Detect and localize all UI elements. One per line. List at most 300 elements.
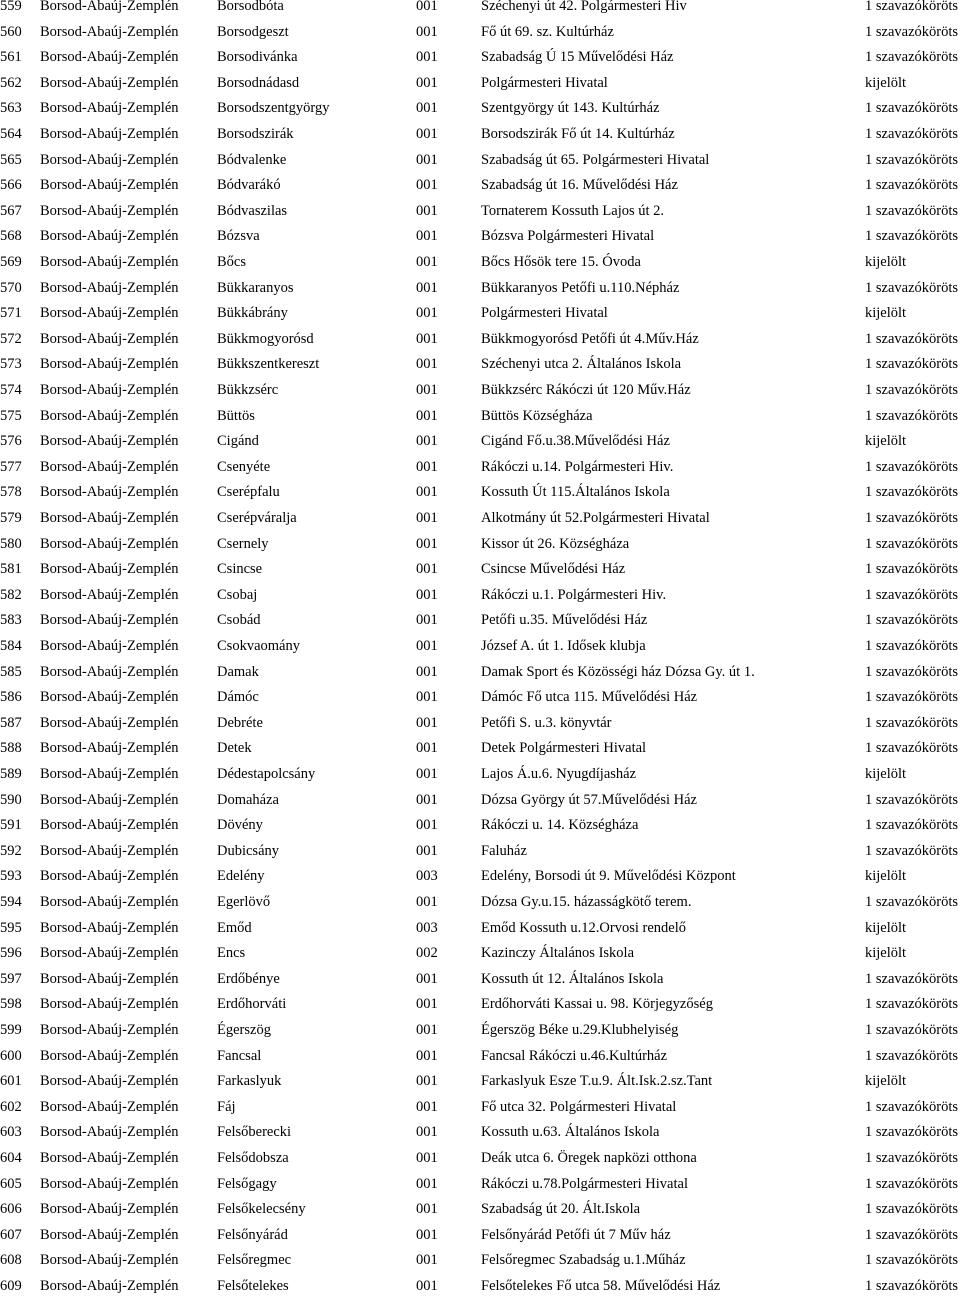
row-number: 591	[0, 817, 22, 834]
polling-address: Széchenyi utca 2. Általános Iskola	[481, 356, 682, 373]
polling-address: Bőcs Hősök tere 15. Óvoda	[481, 254, 641, 270]
table-row	[0, 1279, 960, 1305]
row-number: 563	[0, 100, 22, 117]
station-type: 1 szavazóköröts	[865, 791, 959, 808]
station-type: kijelölt	[865, 254, 907, 270]
row-number: 586	[0, 689, 22, 706]
row-number: 577	[0, 458, 22, 475]
settlement-name: Domaháza	[217, 791, 279, 808]
polling-address: Petőfi u.35. Művelődési Ház	[481, 612, 648, 629]
county-name: Borsod-Abaúj-Zemplén	[40, 356, 179, 373]
settlement-name: Borsodszentgyörgy	[217, 100, 330, 117]
district-number: 001	[416, 535, 438, 552]
county-name: Borsod-Abaúj-Zemplén	[40, 740, 179, 757]
row-number: 602	[0, 1098, 22, 1115]
station-type: 1 szavazóköröts	[865, 535, 959, 552]
district-number: 003	[416, 868, 438, 885]
district-number: 001	[416, 126, 438, 142]
district-number: 001	[416, 894, 438, 910]
district-number: 001	[416, 996, 438, 1013]
row-number: 582	[0, 586, 22, 603]
settlement-name: Borsodnádasd	[217, 74, 300, 91]
table-row	[0, 153, 960, 179]
table-row	[0, 921, 960, 947]
polling-address: Damak Sport és Közösségi ház Dózsa Gy. út 1.	[481, 663, 755, 680]
county-name: Borsod-Abaúj-Zemplén	[40, 1073, 179, 1090]
station-type: kijelölt	[865, 74, 907, 91]
settlement-name: Csobád	[217, 612, 261, 629]
station-type: 1 szavazóköröts	[865, 740, 959, 757]
district-number: 001	[416, 842, 438, 859]
district-number: 001	[416, 484, 438, 501]
settlement-name: Felsőberecki	[217, 1124, 292, 1141]
county-name: Borsod-Abaúj-Zemplén	[40, 842, 179, 859]
county-name: Borsod-Abaúj-Zemplén	[40, 535, 179, 552]
table-row	[0, 1177, 960, 1203]
district-number: 001	[416, 612, 438, 629]
settlement-name: Edelény	[217, 868, 265, 885]
settlement-name: Csobaj	[217, 586, 258, 603]
row-number: 584	[0, 638, 22, 654]
settlement-name: Cserépfalu	[217, 484, 280, 501]
county-name: Borsod-Abaúj-Zemplén	[40, 1252, 179, 1269]
district-number: 001	[416, 1098, 438, 1115]
polling-address: Detek Polgármesteri Hivatal	[481, 740, 647, 757]
row-number: 560	[0, 23, 22, 40]
table-row	[0, 1125, 960, 1151]
settlement-name: Felsőtelekes	[217, 1278, 289, 1294]
table-row	[0, 306, 960, 332]
district-number: 001	[416, 177, 438, 194]
county-name: Borsod-Abaúj-Zemplén	[40, 1150, 179, 1166]
station-type: 1 szavazóköröts	[865, 612, 959, 629]
row-number: 573	[0, 356, 22, 373]
row-number: 581	[0, 561, 22, 578]
row-number: 566	[0, 177, 22, 194]
settlement-name: Damak	[217, 663, 259, 680]
station-type: 1 szavazóköröts	[865, 1226, 959, 1243]
row-number: 605	[0, 1175, 22, 1192]
table-row	[0, 613, 960, 639]
settlement-name: Emőd	[217, 919, 252, 936]
table-row	[0, 690, 960, 716]
polling-address: Deák utca 6. Öregek napközi otthona	[481, 1150, 697, 1166]
settlement-name: Bükkszentkereszt	[217, 356, 320, 373]
table-row	[0, 255, 960, 281]
polling-address: Emőd Kossuth u.12.Orvosi rendelő	[481, 919, 686, 936]
row-number: 571	[0, 305, 22, 322]
table-row	[0, 767, 960, 793]
polling-address: Felsőregmec Szabadság u.1.Műház	[481, 1252, 686, 1269]
table-row	[0, 946, 960, 972]
district-number: 001	[416, 1073, 438, 1090]
row-number: 576	[0, 433, 22, 450]
station-type: 1 szavazóköröts	[865, 1098, 959, 1115]
district-number: 001	[416, 1047, 438, 1064]
table-row	[0, 1253, 960, 1279]
table-row	[0, 639, 960, 665]
polling-address: Kossuth u.63. Általános Iskola	[481, 1124, 660, 1141]
district-number: 001	[416, 740, 438, 757]
settlement-name: Farkaslyuk	[217, 1073, 282, 1090]
polling-address: Szabadság út 20. Ált.Iskola	[481, 1201, 641, 1218]
station-type: 1 szavazóköröts	[865, 1175, 959, 1192]
district-number: 001	[416, 638, 438, 654]
station-type: 1 szavazóköröts	[865, 23, 959, 40]
district-number: 001	[416, 279, 438, 296]
polling-address: Petőfi S. u.3. könyvtár	[481, 714, 612, 731]
county-name: Borsod-Abaúj-Zemplén	[40, 1278, 179, 1294]
settlement-name: Felsőkelecsény	[217, 1201, 306, 1218]
district-number: 001	[416, 23, 438, 40]
county-name: Borsod-Abaúj-Zemplén	[40, 1201, 179, 1218]
county-name: Borsod-Abaúj-Zemplén	[40, 1175, 179, 1192]
station-type: 1 szavazóköröts	[865, 330, 959, 347]
district-number: 001	[416, 1226, 438, 1243]
polling-address: Bózsva Polgármesteri Hivatal	[481, 228, 655, 245]
row-number: 559	[0, 0, 22, 14]
district-number: 001	[416, 151, 438, 168]
row-number: 603	[0, 1124, 22, 1141]
station-type: 1 szavazóköröts	[865, 0, 959, 14]
row-number: 583	[0, 612, 22, 629]
table-row	[0, 101, 960, 127]
table-row	[0, 0, 960, 25]
table-row	[0, 434, 960, 460]
table-row	[0, 997, 960, 1023]
district-number: 001	[416, 458, 438, 475]
station-type: 1 szavazóköröts	[865, 1124, 959, 1141]
table-row	[0, 204, 960, 230]
county-name: Borsod-Abaúj-Zemplén	[40, 868, 179, 885]
settlement-name: Bódvarákó	[217, 177, 281, 194]
row-number: 590	[0, 791, 22, 808]
settlement-name: Felsőregmec	[217, 1252, 292, 1269]
table-row	[0, 127, 960, 153]
district-number: 001	[416, 510, 438, 526]
county-name: Borsod-Abaúj-Zemplén	[40, 228, 179, 245]
district-number: 001	[416, 1150, 438, 1166]
district-number: 001	[416, 817, 438, 834]
settlement-name: Büttös	[217, 407, 255, 424]
row-number: 575	[0, 407, 22, 424]
station-type: 1 szavazóköröts	[865, 817, 959, 834]
table-row	[0, 562, 960, 588]
county-name: Borsod-Abaúj-Zemplén	[40, 433, 179, 450]
polling-address: Felsőtelekes Fő utca 58. Művelődési Ház	[481, 1278, 721, 1294]
row-number: 587	[0, 714, 22, 731]
settlement-name: Bózsva	[217, 228, 260, 245]
district-number: 001	[416, 791, 438, 808]
settlement-name: Bőcs	[217, 254, 246, 270]
county-name: Borsod-Abaúj-Zemplén	[40, 279, 179, 296]
station-type: 1 szavazóköröts	[865, 1022, 959, 1038]
county-name: Borsod-Abaúj-Zemplén	[40, 663, 179, 680]
station-type: kijelölt	[865, 945, 907, 962]
table-row	[0, 1049, 960, 1075]
polling-address: Farkaslyuk Esze T.u.9. Ált.Isk.2.sz.Tant	[481, 1073, 713, 1090]
table-row	[0, 332, 960, 358]
settlement-name: Felsődobsza	[217, 1150, 289, 1166]
settlement-name: Csincse	[217, 561, 263, 578]
district-number: 003	[416, 919, 438, 936]
row-number: 599	[0, 1022, 22, 1038]
table-row	[0, 665, 960, 691]
table-row	[0, 229, 960, 255]
district-number: 001	[416, 766, 438, 782]
row-number: 592	[0, 842, 22, 859]
polling-address: Széchenyi út 42. Polgármesteri Hiv	[481, 0, 687, 14]
row-number: 598	[0, 996, 22, 1013]
table-row	[0, 76, 960, 102]
settlement-name: Dövény	[217, 817, 263, 834]
district-number: 001	[416, 0, 438, 14]
station-type: 1 szavazóköröts	[865, 100, 959, 117]
row-number: 596	[0, 945, 22, 962]
row-number: 608	[0, 1252, 22, 1269]
row-number: 568	[0, 228, 22, 245]
polling-address: Tornaterem Kossuth Lajos út 2.	[481, 202, 665, 219]
county-name: Borsod-Abaúj-Zemplén	[40, 305, 179, 322]
county-name: Borsod-Abaúj-Zemplén	[40, 0, 179, 14]
district-number: 001	[416, 100, 438, 117]
settlement-name: Bódvaszilas	[217, 202, 288, 219]
polling-address: Rákóczi u.1. Polgármesteri Hiv.	[481, 586, 667, 603]
settlement-name: Encs	[217, 945, 246, 962]
county-name: Borsod-Abaúj-Zemplén	[40, 970, 179, 987]
settlement-name: Borsodbóta	[217, 0, 284, 14]
row-number: 593	[0, 868, 22, 885]
station-type: kijelölt	[865, 766, 907, 782]
settlement-name: Borsodgeszt	[217, 23, 289, 40]
station-type: 1 szavazóköröts	[865, 458, 959, 475]
table-row	[0, 818, 960, 844]
station-type: 1 szavazóköröts	[865, 382, 959, 398]
station-type: kijelölt	[865, 919, 907, 936]
county-name: Borsod-Abaúj-Zemplén	[40, 689, 179, 706]
county-name: Borsod-Abaúj-Zemplén	[40, 458, 179, 475]
polling-address: Alkotmány út 52.Polgármesteri Hivatal	[481, 510, 710, 526]
district-number: 001	[416, 254, 438, 270]
polling-address: Szabadság Ú 15 Művelődési Ház	[481, 49, 674, 66]
polling-address: Cigánd Fő.u.38.Művelődési Ház	[481, 433, 670, 450]
station-type: kijelölt	[865, 1073, 907, 1090]
polling-address: Szentgyörgy út 143. Kultúrház	[481, 100, 660, 117]
county-name: Borsod-Abaúj-Zemplén	[40, 126, 179, 142]
county-name: Borsod-Abaúj-Zemplén	[40, 586, 179, 603]
settlement-name: Felsőgagy	[217, 1175, 277, 1192]
polling-address: Dámóc Fő utca 115. Művelődési Ház	[481, 689, 698, 706]
district-number: 001	[416, 305, 438, 322]
county-name: Borsod-Abaúj-Zemplén	[40, 510, 179, 526]
table-row	[0, 972, 960, 998]
table-row	[0, 511, 960, 537]
settlement-name: Erdőbénye	[217, 970, 280, 987]
county-name: Borsod-Abaúj-Zemplén	[40, 407, 179, 424]
county-name: Borsod-Abaúj-Zemplén	[40, 638, 179, 654]
row-number: 601	[0, 1073, 22, 1090]
station-type: 1 szavazóköröts	[865, 126, 959, 142]
row-number: 595	[0, 919, 22, 936]
station-type: 1 szavazóköröts	[865, 202, 959, 219]
county-name: Borsod-Abaúj-Zemplén	[40, 791, 179, 808]
row-number: 588	[0, 740, 22, 757]
table-row	[0, 25, 960, 51]
polling-address: Dózsa Gy.u.15. házasságkötő terem.	[481, 894, 692, 910]
table-row	[0, 537, 960, 563]
station-type: 1 szavazóköröts	[865, 970, 959, 987]
district-number: 001	[416, 1175, 438, 1192]
station-type: 1 szavazóköröts	[865, 663, 959, 680]
polling-address: Faluház	[481, 842, 527, 859]
settlement-name: Fancsal	[217, 1047, 262, 1064]
table-row	[0, 1228, 960, 1254]
station-type: 1 szavazóköröts	[865, 894, 959, 910]
station-type: 1 szavazóköröts	[865, 586, 959, 603]
district-number: 001	[416, 970, 438, 987]
district-number: 001	[416, 689, 438, 706]
county-name: Borsod-Abaúj-Zemplén	[40, 100, 179, 117]
county-name: Borsod-Abaúj-Zemplén	[40, 254, 179, 270]
county-name: Borsod-Abaúj-Zemplén	[40, 484, 179, 501]
polling-address: Kossuth út 12. Általános Iskola	[481, 970, 664, 987]
row-number: 607	[0, 1226, 22, 1243]
table-row	[0, 357, 960, 383]
station-type: 1 szavazóköröts	[865, 407, 959, 424]
row-number: 565	[0, 151, 22, 168]
polling-address: Edelény, Borsodi út 9. Művelődési Központ	[481, 868, 736, 885]
county-name: Borsod-Abaúj-Zemplén	[40, 561, 179, 578]
table-row	[0, 1100, 960, 1126]
row-number: 594	[0, 894, 22, 910]
settlement-name: Csernely	[217, 535, 269, 552]
table-row	[0, 1074, 960, 1100]
row-number: 578	[0, 484, 22, 501]
district-number: 001	[416, 663, 438, 680]
station-type: 1 szavazóköröts	[865, 1047, 959, 1064]
table-row	[0, 50, 960, 76]
polling-address: Rákóczi u.14. Polgármesteri Hiv.	[481, 458, 674, 475]
row-number: 604	[0, 1150, 22, 1166]
settlement-name: Borsodivánka	[217, 49, 298, 66]
row-number: 564	[0, 126, 22, 142]
polling-address: Fő út 69. sz. Kultúrház	[481, 23, 614, 40]
polling-address: Polgármesteri Hivatal	[481, 74, 608, 91]
row-number: 569	[0, 254, 22, 270]
county-name: Borsod-Abaúj-Zemplén	[40, 894, 179, 910]
county-name: Borsod-Abaúj-Zemplén	[40, 74, 179, 91]
settlement-name: Bükkmogyorósd	[217, 330, 314, 347]
settlement-name: Debréte	[217, 714, 263, 731]
county-name: Borsod-Abaúj-Zemplén	[40, 1124, 179, 1141]
district-number: 001	[416, 433, 438, 450]
county-name: Borsod-Abaúj-Zemplén	[40, 202, 179, 219]
district-number: 001	[416, 382, 438, 398]
settlement-name: Bükkábrány	[217, 305, 288, 322]
row-number: 589	[0, 766, 22, 782]
row-number: 561	[0, 49, 22, 66]
polling-address: Rákóczi u. 14. Községháza	[481, 817, 639, 834]
district-number: 001	[416, 1124, 438, 1141]
row-number: 597	[0, 970, 22, 987]
settlement-name: Csenyéte	[217, 458, 271, 475]
district-number: 001	[416, 228, 438, 245]
station-type: 1 szavazóköröts	[865, 1150, 959, 1166]
settlement-name: Égerszög	[217, 1022, 271, 1038]
polling-address: Csincse Művelődési Ház	[481, 561, 626, 578]
county-name: Borsod-Abaúj-Zemplén	[40, 996, 179, 1013]
station-type: kijelölt	[865, 433, 907, 450]
county-name: Borsod-Abaúj-Zemplén	[40, 177, 179, 194]
county-name: Borsod-Abaúj-Zemplén	[40, 49, 179, 66]
station-type: 1 szavazóköröts	[865, 689, 959, 706]
county-name: Borsod-Abaúj-Zemplén	[40, 766, 179, 782]
station-type: 1 szavazóköröts	[865, 510, 959, 526]
district-number: 001	[416, 714, 438, 731]
station-type: 1 szavazóköröts	[865, 638, 959, 654]
station-type: 1 szavazóköröts	[865, 1201, 959, 1218]
polling-address: Borsodszirák Fő út 14. Kultúrház	[481, 126, 675, 142]
polling-address: Szabadság út 65. Polgármesteri Hivatal	[481, 151, 710, 168]
polling-address: Fő utca 32. Polgármesteri Hivatal	[481, 1098, 677, 1115]
station-type: kijelölt	[865, 305, 907, 322]
table-row	[0, 844, 960, 870]
county-name: Borsod-Abaúj-Zemplén	[40, 23, 179, 40]
station-type: 1 szavazóköröts	[865, 842, 959, 859]
table-row	[0, 1023, 960, 1049]
settlement-name: Dámóc	[217, 689, 259, 706]
county-name: Borsod-Abaúj-Zemplén	[40, 1226, 179, 1243]
row-number: 579	[0, 510, 22, 526]
station-type: 1 szavazóköröts	[865, 279, 959, 296]
table-row	[0, 409, 960, 435]
county-name: Borsod-Abaúj-Zemplén	[40, 612, 179, 629]
row-number: 567	[0, 202, 22, 219]
table-row	[0, 741, 960, 767]
row-number: 600	[0, 1047, 22, 1064]
polling-address: Égerszög Béke u.29.Klubhelyiség	[481, 1022, 679, 1038]
district-number: 001	[416, 49, 438, 66]
station-type: kijelölt	[865, 868, 907, 885]
settlement-name: Cserépváralja	[217, 510, 297, 526]
table-row	[0, 869, 960, 895]
table-row	[0, 895, 960, 921]
settlement-name: Bükkaranyos	[217, 279, 294, 296]
table-row	[0, 281, 960, 307]
station-type: 1 szavazóköröts	[865, 484, 959, 501]
station-type: 1 szavazóköröts	[865, 996, 959, 1013]
station-type: 1 szavazóköröts	[865, 561, 959, 578]
station-type: 1 szavazóköröts	[865, 228, 959, 245]
settlement-name: Dubicsány	[217, 842, 280, 859]
county-name: Borsod-Abaúj-Zemplén	[40, 817, 179, 834]
row-number: 574	[0, 382, 22, 398]
county-name: Borsod-Abaúj-Zemplén	[40, 330, 179, 347]
county-name: Borsod-Abaúj-Zemplén	[40, 945, 179, 962]
settlement-name: Felsőnyárád	[217, 1226, 288, 1243]
polling-address: Dózsa György út 57.Művelődési Ház	[481, 791, 697, 808]
district-number: 001	[416, 202, 438, 219]
county-name: Borsod-Abaúj-Zemplén	[40, 1098, 179, 1115]
settlement-name: Cigánd	[217, 433, 259, 450]
station-type: 1 szavazóköröts	[865, 1278, 959, 1294]
district-number: 001	[416, 1201, 438, 1218]
row-number: 609	[0, 1278, 22, 1294]
settlement-name: Csokvaomány	[217, 638, 300, 654]
table-row	[0, 383, 960, 409]
district-number: 001	[416, 356, 438, 373]
district-number: 001	[416, 330, 438, 347]
